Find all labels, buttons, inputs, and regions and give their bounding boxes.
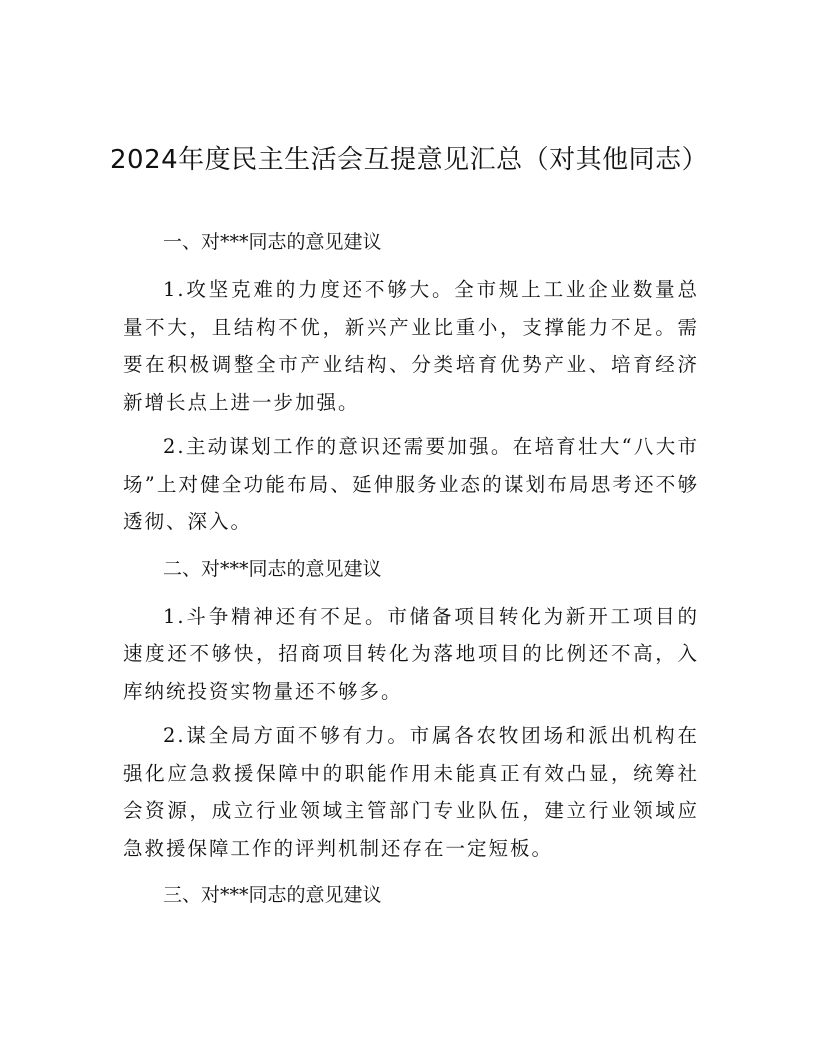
document-title: 2024年度民主生活会互提意见汇总（对其他同志）: [110, 145, 709, 175]
section-2-paragraph-1: 1.斗争精神还有不足。市储备项目转化为新开工项目的速度还不够快，招商项目转化为落地项目的比例还不高，入库纳统投资实物量还不够多。: [123, 604, 699, 703]
section-2-heading: 二、对***同志的意见建议: [163, 557, 382, 580]
section-2-paragraph-2: 2.谋全局方面不够有力。市属各农牧团场和派出机构在强化应急救援保障中的职能作用未能真正有效凸显，统筹社会资源，成立行业领域主管部门专业队伍，建立行业领域应急救援保障工作的评判机制还存在一定短板。: [123, 724, 699, 860]
section-1-heading: 一、对***同志的意见建议: [163, 231, 382, 253]
section-3-heading: 三、对***同志的意见建议: [163, 884, 382, 906]
section-1-paragraph-1: 1.攻坚克难的力度还不够大。全市规上工业企业数量总量不大，且结构不优，新兴产业比重小，支撑能力不足。需要在积极调整全市产业结构、分类培育优势产业、培育经济新增长点上进一步加强。: [123, 278, 699, 414]
section-1-paragraph-2: 2.主动谋划工作的意识还需要加强。在培育壮大“八大市场”上对健全功能布局、延伸服务业态的谋划布局思考还不够透彻、深入。: [123, 435, 699, 533]
document-body: [123, 228, 699, 910]
